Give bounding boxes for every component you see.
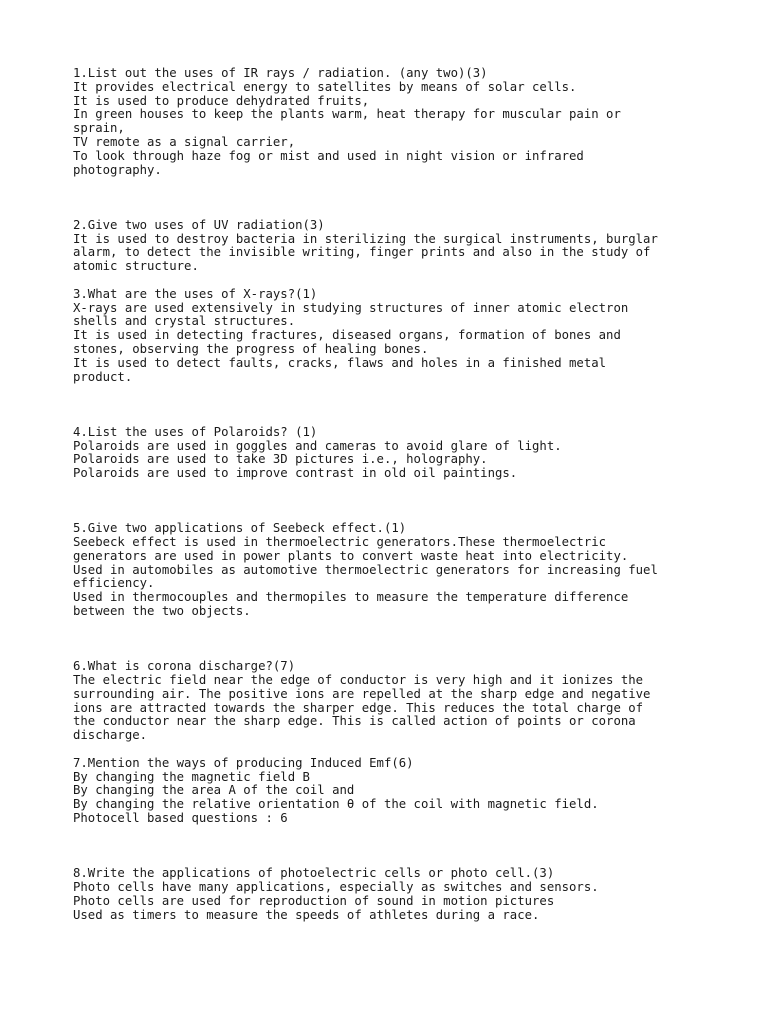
answer-line: between the two objects. bbox=[73, 604, 251, 619]
answer-line: discharge. bbox=[73, 728, 148, 743]
question-section-3 bbox=[73, 288, 753, 385]
question-heading: 5.Give two applications of Seebeck effect.(1) bbox=[73, 521, 407, 536]
answer-line: It is used to destroy bacteria in sterilizing the surgical instruments, burglar bbox=[73, 231, 658, 246]
document-page bbox=[73, 67, 753, 922]
answer-line: Used in automobiles as automotive thermoelectric generators for increasing fuel bbox=[73, 562, 658, 577]
answer-line: efficiency. bbox=[73, 576, 155, 591]
answer-line: stones, observing the progress of healing bones. bbox=[73, 341, 429, 356]
answer-line: It is used to detect faults, cracks, flaws and holes in a finished metal bbox=[73, 355, 607, 370]
answer-line: The electric field near the edge of conductor is very high and it ionizes the bbox=[73, 673, 644, 688]
question-section-5 bbox=[73, 522, 753, 619]
answer-line: Used as timers to measure the speeds of athletes during a race. bbox=[73, 907, 540, 922]
answer-line: By changing the relative orientation θ of the coil with magnetic field. bbox=[73, 797, 599, 812]
answer-line: product. bbox=[73, 369, 133, 384]
answer-line: photography. bbox=[73, 162, 162, 177]
answer-line: Used in thermocouples and thermopiles to measure the temperature difference bbox=[73, 590, 629, 605]
question-section-8 bbox=[73, 867, 753, 922]
section-spacer bbox=[73, 274, 753, 288]
answer-line: atomic structure. bbox=[73, 259, 199, 274]
answer-line: By changing the area A of the coil and bbox=[73, 783, 355, 798]
answer-line: the conductor near the sharp edge. This is called action of points or corona bbox=[73, 714, 636, 729]
section-spacer bbox=[73, 826, 753, 867]
answer-line: Photo cells have many applications, especially as switches and sensors. bbox=[73, 880, 599, 895]
answer-line: alarm, to detect the invisible writing, finger prints and also in the study of bbox=[73, 245, 651, 260]
question-section-4 bbox=[73, 426, 753, 481]
question-heading: 1.List out the uses of IR rays / radiation. (any two)(3) bbox=[73, 66, 488, 80]
answer-line: shells and crystal structures. bbox=[73, 314, 296, 329]
answer-line: Polaroids are used in goggles and cameras to avoid glare of light. bbox=[73, 438, 562, 453]
answer-line: To look through haze fog or mist and used in night vision or infrared bbox=[73, 148, 584, 163]
question-section-6 bbox=[73, 660, 753, 743]
answer-line: sprain, bbox=[73, 121, 125, 136]
answer-line: In green houses to keep the plants warm, heat therapy for muscular pain or bbox=[73, 107, 621, 122]
answer-line: It is used in detecting fractures, diseased organs, formation of bones and bbox=[73, 328, 621, 343]
answer-line: ions are attracted towards the sharper edge. This reduces the total charge of bbox=[73, 700, 644, 715]
answer-line: Photocell based questions : 6 bbox=[73, 811, 288, 826]
question-heading: 8.Write the applications of photoelectric cells or photo cell.(3) bbox=[73, 866, 555, 881]
answer-line: It is used to produce dehydrated fruits, bbox=[73, 93, 370, 108]
section-spacer bbox=[73, 743, 753, 757]
answer-line: TV remote as a signal carrier, bbox=[73, 134, 296, 149]
answer-line: Polaroids are used to take 3D pictures i.e., holography. bbox=[73, 452, 488, 467]
question-heading: 7.Mention the ways of producing Induced Emf(6) bbox=[73, 755, 414, 770]
question-section-2 bbox=[73, 219, 753, 274]
answer-line: By changing the magnetic field B bbox=[73, 769, 310, 784]
question-heading: 3.What are the uses of X-rays?(1) bbox=[73, 286, 318, 301]
answer-line: generators are used in power plants to convert waste heat into electricity. bbox=[73, 548, 629, 563]
section-spacer bbox=[73, 177, 753, 218]
section-spacer bbox=[73, 619, 753, 660]
question-heading: 4.List the uses of Polaroids? (1) bbox=[73, 424, 318, 439]
question-heading: 6.What is corona discharge?(7) bbox=[73, 659, 296, 674]
answer-line: Photo cells are used for reproduction of sound in motion pictures bbox=[73, 893, 555, 908]
question-heading: 2.Give two uses of UV radiation(3) bbox=[73, 217, 325, 232]
answer-line: surrounding air. The positive ions are repelled at the sharp edge and negative bbox=[73, 686, 651, 701]
question-section-1 bbox=[73, 67, 753, 177]
answer-line: Seebeck effect is used in thermoelectric generators.These thermoelectric bbox=[73, 535, 607, 550]
question-section-7 bbox=[73, 757, 753, 826]
section-spacer bbox=[73, 384, 753, 425]
answer-line: It provides electrical energy to satellites by means of solar cells. bbox=[73, 79, 577, 94]
answer-line: Polaroids are used to improve contrast in old oil paintings. bbox=[73, 466, 518, 481]
answer-line: X-rays are used extensively in studying structures of inner atomic electron bbox=[73, 300, 629, 315]
section-spacer bbox=[73, 481, 753, 522]
